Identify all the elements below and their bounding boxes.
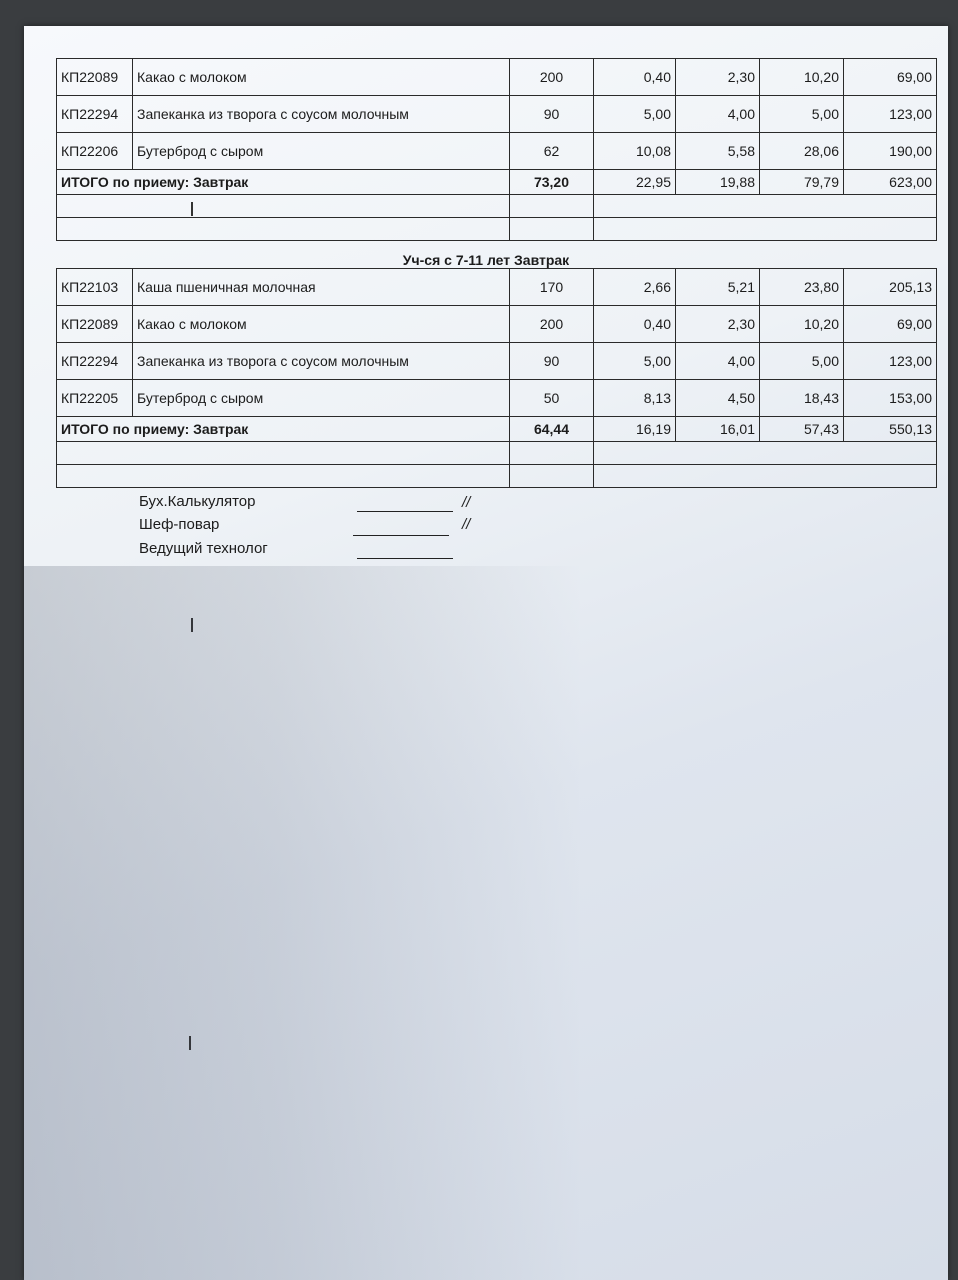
breakfast-table-2 (56, 268, 937, 488)
pen-mark (191, 618, 193, 632)
table-row (57, 306, 937, 343)
dish-code: КП22089 (57, 306, 133, 343)
total-protein: 22,95 (594, 170, 676, 195)
carbs-value: 28,06 (760, 133, 844, 170)
dish-code: КП22294 (57, 343, 133, 380)
dish-code: КП22205 (57, 380, 133, 417)
portion-weight: 200 (510, 306, 594, 343)
energy-value: 123,00 (844, 343, 937, 380)
energy-value: 153,00 (844, 380, 937, 417)
breakfast-table-1 (56, 58, 937, 241)
total-label: ИТОГО по приему: Завтрак (57, 170, 510, 195)
fat-value: 2,30 (676, 306, 760, 343)
portion-weight: 90 (510, 343, 594, 380)
total-fat: 19,88 (676, 170, 760, 195)
portion-weight: 50 (510, 380, 594, 417)
energy-value: 123,00 (844, 96, 937, 133)
energy-value: 205,13 (844, 269, 937, 306)
signature-technologist-label: Ведущий технолог (139, 540, 268, 557)
empty-row (57, 465, 937, 488)
protein-value: 10,08 (594, 133, 676, 170)
total-carbs: 57,43 (760, 417, 844, 442)
signature-accountant-label: Бух.Калькулятор (139, 493, 256, 510)
total-weight: 73,20 (510, 170, 594, 195)
carbs-value: 5,00 (760, 343, 844, 380)
protein-value: 0,40 (594, 306, 676, 343)
empty-cell (594, 442, 937, 465)
document-page (24, 26, 948, 1280)
empty-cell (57, 465, 510, 488)
portion-weight: 62 (510, 133, 594, 170)
carbs-value: 10,20 (760, 306, 844, 343)
total-weight: 64,44 (510, 417, 594, 442)
table-body (57, 59, 937, 241)
pen-mark (189, 1036, 191, 1050)
dish-name: Какао с молоком (133, 306, 510, 343)
signature-line (357, 511, 453, 512)
total-row (57, 417, 937, 442)
table-row (57, 59, 937, 96)
table-body (57, 269, 937, 488)
signature-line (353, 535, 449, 536)
signature-mark: // (462, 494, 471, 511)
dish-name: Бутерброд с сыром (133, 133, 510, 170)
energy-value: 69,00 (844, 306, 937, 343)
empty-cell (594, 195, 937, 218)
protein-value: 8,13 (594, 380, 676, 417)
empty-cell (57, 442, 510, 465)
protein-value: 2,66 (594, 269, 676, 306)
dish-name: Какао с молоком (133, 59, 510, 96)
protein-value: 5,00 (594, 96, 676, 133)
empty-row (57, 442, 937, 465)
energy-value: 69,00 (844, 59, 937, 96)
total-row (57, 170, 937, 195)
fat-value: 4,00 (676, 96, 760, 133)
empty-cell (57, 218, 510, 241)
fat-value: 5,21 (676, 269, 760, 306)
carbs-value: 5,00 (760, 96, 844, 133)
empty-cell (510, 465, 594, 488)
table-row (57, 133, 937, 170)
total-fat: 16,01 (676, 417, 760, 442)
dish-code: КП22206 (57, 133, 133, 170)
portion-weight: 90 (510, 96, 594, 133)
protein-value: 0,40 (594, 59, 676, 96)
carbs-value: 18,43 (760, 380, 844, 417)
empty-cell (57, 195, 510, 218)
signature-line (357, 558, 453, 559)
empty-cell (594, 465, 937, 488)
carbs-value: 10,20 (760, 59, 844, 96)
empty-cell (510, 442, 594, 465)
portion-weight: 170 (510, 269, 594, 306)
table-row (57, 380, 937, 417)
table-row (57, 96, 937, 133)
dish-code: КП22294 (57, 96, 133, 133)
dish-code: КП22089 (57, 59, 133, 96)
total-energy: 623,00 (844, 170, 937, 195)
dish-name: Запеканка из творога с соусом молочным (133, 343, 510, 380)
carbs-value: 23,80 (760, 269, 844, 306)
protein-value: 5,00 (594, 343, 676, 380)
fat-value: 4,00 (676, 343, 760, 380)
dish-name: Каша пшеничная молочная (133, 269, 510, 306)
fat-value: 5,58 (676, 133, 760, 170)
total-carbs: 79,79 (760, 170, 844, 195)
dish-code: КП22103 (57, 269, 133, 306)
table-row (57, 343, 937, 380)
pen-mark (191, 202, 193, 216)
empty-row (57, 218, 937, 241)
portion-weight: 200 (510, 59, 594, 96)
total-energy: 550,13 (844, 417, 937, 442)
dish-name: Бутерброд с сыром (133, 380, 510, 417)
total-label: ИТОГО по приему: Завтрак (57, 417, 510, 442)
fat-value: 4,50 (676, 380, 760, 417)
lighting-shadow (24, 566, 584, 1280)
empty-cell (510, 218, 594, 241)
total-protein: 16,19 (594, 417, 676, 442)
table-row (57, 269, 937, 306)
fat-value: 2,30 (676, 59, 760, 96)
empty-row (57, 195, 937, 218)
empty-cell (594, 218, 937, 241)
energy-value: 190,00 (844, 133, 937, 170)
empty-cell (510, 195, 594, 218)
section-title: Уч-ся с 7-11 лет Завтрак (402, 252, 570, 268)
signature-mark: // (462, 516, 471, 533)
signature-chef-label: Шеф-повар (139, 516, 220, 533)
dish-name: Запеканка из творога с соусом молочным (133, 96, 510, 133)
